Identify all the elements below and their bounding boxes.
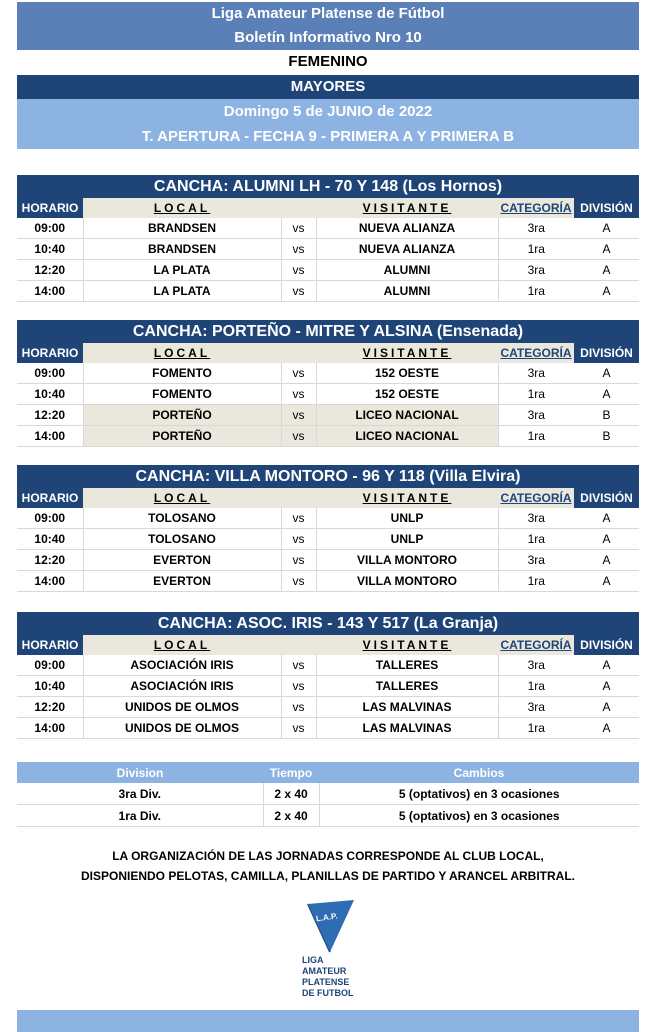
home-team: ASOCIACIÓN IRIS — [83, 655, 281, 676]
venue-title: CANCHA: ASOC. IRIS - 143 Y 517 (La Granja) — [17, 612, 639, 635]
visitante-header-label: VISITANTE — [362, 346, 452, 360]
home-team: UNIDOS DE OLMOS — [83, 718, 281, 739]
away-team: NUEVA ALIANZA — [316, 239, 498, 260]
local-header — [83, 488, 281, 508]
home-team: LA PLATA — [83, 260, 281, 281]
vs-header — [281, 343, 316, 363]
division-title: MAYORES — [17, 75, 639, 99]
footer-bar — [17, 1010, 639, 1032]
vs-label: vs — [281, 529, 316, 550]
vs-label: vs — [281, 218, 316, 239]
league-title: Liga Amateur Platense de Fútbol — [17, 2, 639, 26]
away-team: LICEO NACIONAL — [316, 426, 498, 447]
game-row — [17, 384, 639, 405]
game-category: 3ra — [498, 697, 574, 718]
home-team: PORTEÑO — [83, 426, 281, 447]
game-category: 1ra — [498, 676, 574, 697]
game-category: 3ra — [498, 550, 574, 571]
game-time: 09:00 — [17, 508, 83, 529]
vs-label: vs — [281, 239, 316, 260]
local-header — [83, 635, 281, 655]
home-team: EVERTON — [83, 550, 281, 571]
visitante-header-label: VISITANTE — [362, 491, 452, 505]
rules-division: 1ra Div. — [17, 805, 263, 827]
local-header-label: LOCAL — [153, 491, 211, 505]
game-time: 09:00 — [17, 218, 83, 239]
horario-header: HORARIO — [17, 488, 83, 508]
game-division: A — [574, 550, 639, 571]
game-time: 10:40 — [17, 384, 83, 405]
rules-tiempo: 2 x 40 — [263, 783, 319, 805]
game-division: A — [574, 718, 639, 739]
rules-tiempo-header: Tiempo — [263, 762, 319, 783]
vs-header — [281, 488, 316, 508]
away-team: LAS MALVINAS — [316, 697, 498, 718]
game-category: 3ra — [498, 218, 574, 239]
rules-tiempo: 2 x 40 — [263, 805, 319, 827]
game-row — [17, 718, 639, 739]
vs-label: vs — [281, 655, 316, 676]
division-header: DIVISIÓN — [574, 488, 639, 508]
game-time: 14:00 — [17, 281, 83, 302]
visitante-header — [316, 198, 498, 218]
away-team: VILLA MONTORO — [316, 571, 498, 592]
game-row — [17, 508, 639, 529]
venue-block — [17, 320, 639, 447]
tournament-title: T. APERTURA - FECHA 9 - PRIMERA A Y PRIMERA B — [17, 124, 639, 149]
home-team: BRANDSEN — [83, 239, 281, 260]
rules-division: 3ra Div. — [17, 783, 263, 805]
venue-title: CANCHA: ALUMNI LH - 70 Y 148 (Los Hornos) — [17, 175, 639, 198]
vs-label: vs — [281, 508, 316, 529]
game-row — [17, 363, 639, 384]
game-category: 1ra — [498, 571, 574, 592]
game-category: 1ra — [498, 718, 574, 739]
vs-label: vs — [281, 550, 316, 571]
home-team: ASOCIACIÓN IRIS — [83, 676, 281, 697]
visitante-header — [316, 488, 498, 508]
flag-text: L.A.P. — [315, 911, 339, 924]
venue-title: CANCHA: PORTEÑO - MITRE Y ALSINA (Ensenada) — [17, 320, 639, 343]
home-team: LA PLATA — [83, 281, 281, 302]
game-time: 12:20 — [17, 405, 83, 426]
venue-block — [17, 612, 639, 739]
rules-cambios: 5 (optativos) en 3 ocasiones — [319, 805, 639, 827]
home-team: PORTEÑO — [83, 405, 281, 426]
category-title: FEMENINO — [17, 51, 639, 73]
game-category: 1ra — [498, 281, 574, 302]
organization-note-line-2: DISPONIENDO PELOTAS, CAMILLA, PLANILLAS DE PARTIDO Y ARANCEL ARBITRAL. — [80, 869, 575, 883]
away-team: UNLP — [316, 529, 498, 550]
game-division: A — [574, 655, 639, 676]
game-time: 10:40 — [17, 529, 83, 550]
home-team: TOLOSANO — [83, 529, 281, 550]
away-team: 152 OESTE — [316, 363, 498, 384]
horario-header: HORARIO — [17, 198, 83, 218]
home-team: FOMENTO — [83, 363, 281, 384]
game-category: 3ra — [498, 260, 574, 281]
vs-label: vs — [281, 260, 316, 281]
flag-pennant — [308, 900, 354, 952]
game-row — [17, 676, 639, 697]
game-category: 1ra — [498, 529, 574, 550]
game-division: A — [574, 529, 639, 550]
local-header-label: LOCAL — [153, 201, 211, 215]
vs-label: vs — [281, 384, 316, 405]
horario-header: HORARIO — [17, 343, 83, 363]
game-time: 14:00 — [17, 426, 83, 447]
game-time: 12:20 — [17, 260, 83, 281]
visitante-header-label: VISITANTE — [362, 201, 452, 215]
game-division: A — [574, 281, 639, 302]
game-time: 12:20 — [17, 697, 83, 718]
game-row — [17, 697, 639, 718]
date-title: Domingo 5 de JUNIO de 2022 — [17, 99, 639, 124]
visitante-header — [316, 635, 498, 655]
game-category: 3ra — [498, 655, 574, 676]
game-category: 1ra — [498, 426, 574, 447]
logo-line: DE FUTBOL — [302, 988, 354, 998]
logo-line: AMATEUR — [302, 966, 347, 976]
vs-label: vs — [281, 363, 316, 384]
vs-label: vs — [281, 405, 316, 426]
away-team: VILLA MONTORO — [316, 550, 498, 571]
away-team: LICEO NACIONAL — [316, 405, 498, 426]
categoria-header: CATEGORÍA — [498, 488, 574, 508]
categoria-header: CATEGORÍA — [498, 343, 574, 363]
horario-header: HORARIO — [17, 635, 83, 655]
home-team: EVERTON — [83, 571, 281, 592]
game-row — [17, 571, 639, 592]
venue-block — [17, 465, 639, 592]
game-time: 10:40 — [17, 239, 83, 260]
game-division: A — [574, 218, 639, 239]
game-row — [17, 655, 639, 676]
game-division: A — [574, 571, 639, 592]
away-team: UNLP — [316, 508, 498, 529]
game-category: 3ra — [498, 405, 574, 426]
organization-note-line-1: LA ORGANIZACIÓN DE LAS JORNADAS CORRESPONDE AL CLUB LOCAL, — [112, 849, 544, 863]
rules-row — [17, 805, 639, 827]
vs-label: vs — [281, 281, 316, 302]
visitante-header-label: VISITANTE — [362, 638, 452, 652]
vs-header — [281, 198, 316, 218]
column-header-row — [17, 343, 639, 363]
vs-label: vs — [281, 697, 316, 718]
column-header-row — [17, 198, 639, 218]
game-division: B — [574, 405, 639, 426]
game-category: 1ra — [498, 239, 574, 260]
vs-label: vs — [281, 718, 316, 739]
local-header — [83, 198, 281, 218]
categoria-header: CATEGORÍA — [498, 198, 574, 218]
game-division: A — [574, 260, 639, 281]
game-time: 09:00 — [17, 655, 83, 676]
game-division: B — [574, 426, 639, 447]
game-division: A — [574, 384, 639, 405]
away-team: ALUMNI — [316, 260, 498, 281]
home-team: BRANDSEN — [83, 218, 281, 239]
game-division: A — [574, 363, 639, 384]
bulletin-title: Boletín Informativo Nro 10 — [17, 26, 639, 50]
rules-header-row — [17, 762, 639, 783]
game-row — [17, 239, 639, 260]
away-team: ALUMNI — [316, 281, 498, 302]
venue-title: CANCHA: VILLA MONTORO - 96 Y 118 (Villa Elvira) — [17, 465, 639, 488]
division-header: DIVISIÓN — [574, 635, 639, 655]
division-header: DIVISIÓN — [574, 198, 639, 218]
logo-line: LIGA — [302, 955, 324, 965]
game-division: A — [574, 239, 639, 260]
vs-label: vs — [281, 426, 316, 447]
rules-table — [17, 762, 639, 827]
local-header-label: LOCAL — [153, 346, 211, 360]
local-header — [83, 343, 281, 363]
away-team: TALLERES — [316, 655, 498, 676]
local-header-label: LOCAL — [153, 638, 211, 652]
rules-row — [17, 783, 639, 805]
vs-header — [281, 635, 316, 655]
game-category: 3ra — [498, 508, 574, 529]
visitante-header — [316, 343, 498, 363]
game-row — [17, 281, 639, 302]
game-time: 12:20 — [17, 550, 83, 571]
league-logo-text — [302, 955, 354, 999]
game-time: 09:00 — [17, 363, 83, 384]
away-team: TALLERES — [316, 676, 498, 697]
game-time: 14:00 — [17, 718, 83, 739]
game-time: 10:40 — [17, 676, 83, 697]
categoria-header: CATEGORÍA — [498, 635, 574, 655]
away-team: LAS MALVINAS — [316, 718, 498, 739]
vs-label: vs — [281, 676, 316, 697]
game-row — [17, 218, 639, 239]
rules-cambios: 5 (optativos) en 3 ocasiones — [319, 783, 639, 805]
home-team: TOLOSANO — [83, 508, 281, 529]
home-team: FOMENTO — [83, 384, 281, 405]
game-division: A — [574, 508, 639, 529]
game-row — [17, 405, 639, 426]
game-row — [17, 426, 639, 447]
rules-cambios-header: Cambios — [319, 762, 639, 783]
game-row — [17, 529, 639, 550]
game-division: A — [574, 697, 639, 718]
home-team: UNIDOS DE OLMOS — [83, 697, 281, 718]
game-category: 1ra — [498, 384, 574, 405]
vs-label: vs — [281, 571, 316, 592]
venue-block — [17, 175, 639, 302]
game-time: 14:00 — [17, 571, 83, 592]
away-team: 152 OESTE — [316, 384, 498, 405]
division-header: DIVISIÓN — [574, 343, 639, 363]
logo-line: PLATENSE — [302, 977, 350, 987]
column-header-row — [17, 488, 639, 508]
away-team: NUEVA ALIANZA — [316, 218, 498, 239]
game-category: 3ra — [498, 363, 574, 384]
game-row — [17, 260, 639, 281]
rules-division-header: Division — [17, 762, 263, 783]
game-division: A — [574, 676, 639, 697]
column-header-row — [17, 635, 639, 655]
game-row — [17, 550, 639, 571]
